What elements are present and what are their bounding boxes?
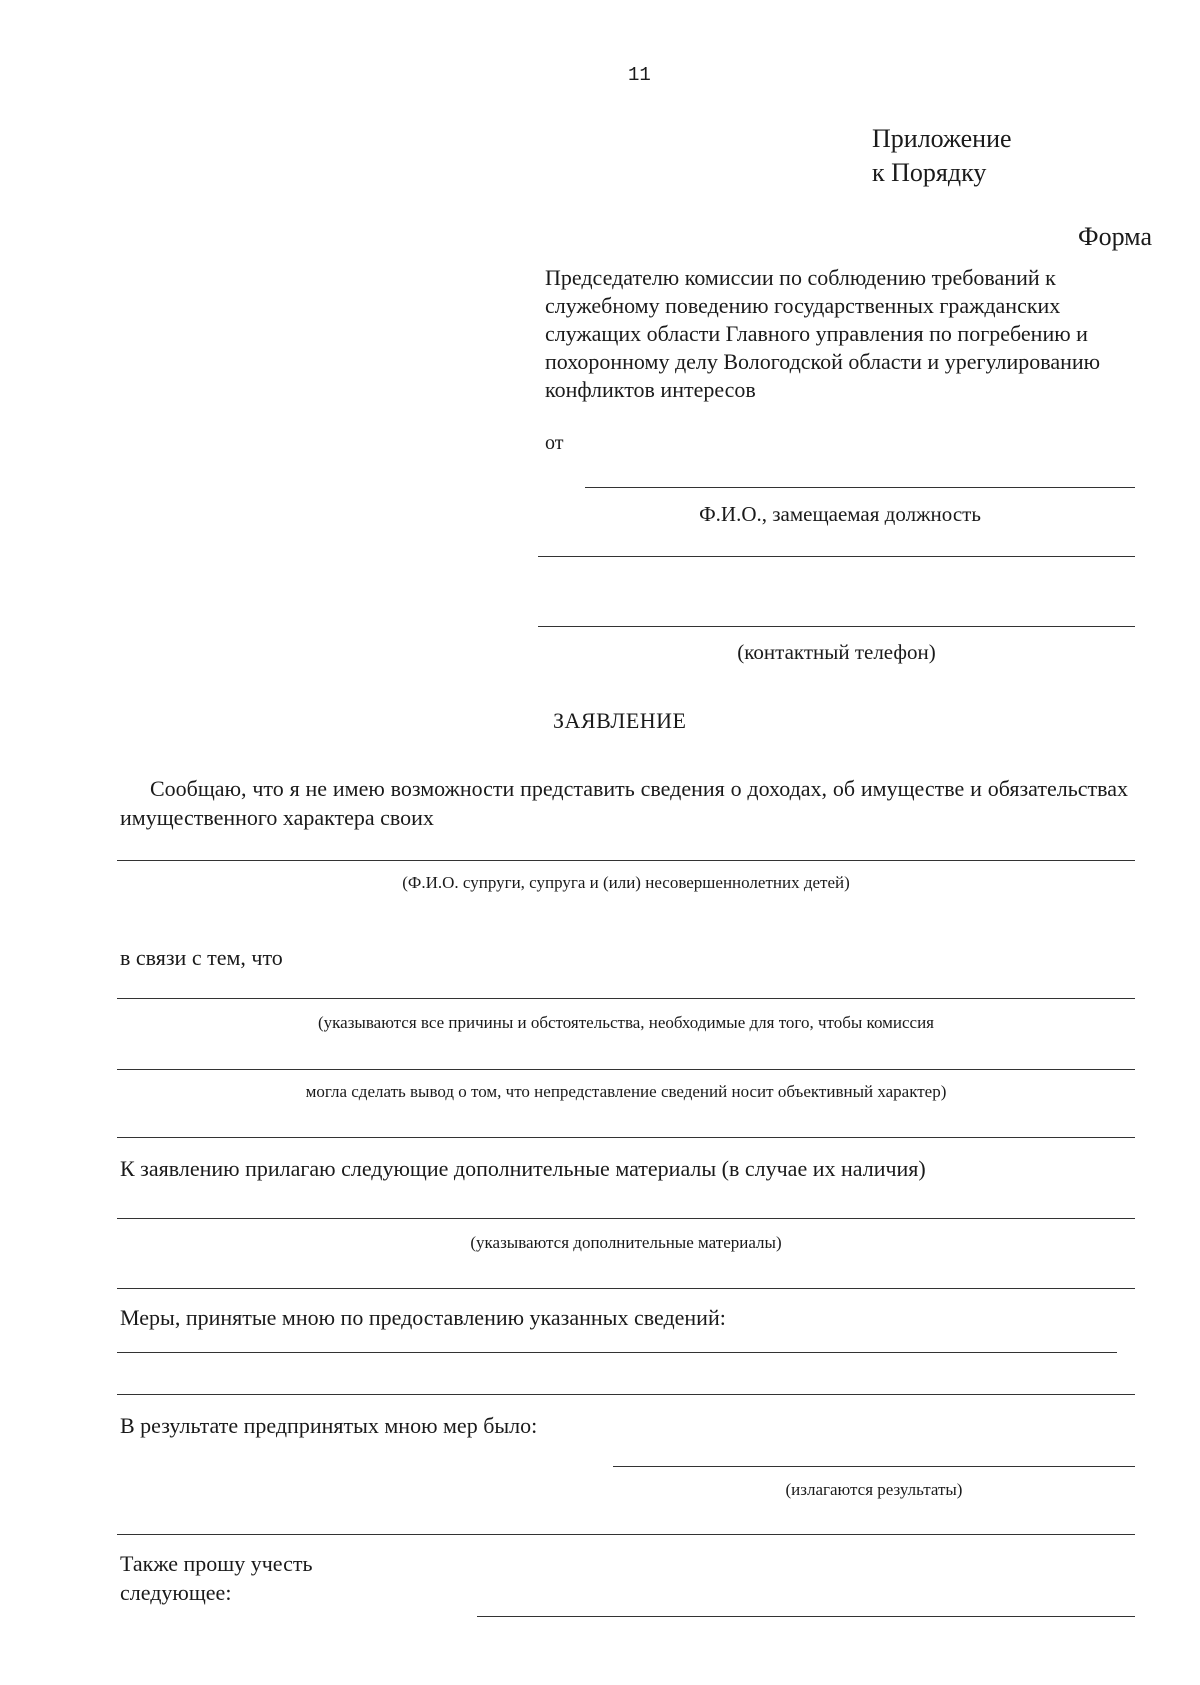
appendix-line-2: к Порядку — [872, 158, 987, 187]
spouse-caption: (Ф.И.О. супруги, супруга и (или) несовершеннолетних детей) — [402, 873, 850, 892]
measures-line-1[interactable] — [117, 1352, 1117, 1353]
results-label: В результате предпринятых мною мер было: — [120, 1413, 538, 1438]
reason-caption-2: могла сделать вывод о том, что непредставление сведений носит объективный характер) — [305, 1082, 947, 1101]
attachments-line-2[interactable] — [117, 1288, 1135, 1289]
reason-line-2[interactable] — [117, 1069, 1135, 1070]
reason-line-3[interactable] — [117, 1137, 1135, 1138]
attachments-line-1[interactable] — [117, 1218, 1135, 1219]
also-label-line-1: Также прошу учесть — [120, 1551, 313, 1576]
document-title: ЗАЯВЛЕНИЕ — [553, 708, 687, 733]
results-line-1[interactable] — [613, 1466, 1135, 1467]
results-caption: (излагаются результаты) — [785, 1480, 963, 1499]
attachments-caption: (указываются дополнительные материалы) — [470, 1233, 782, 1252]
reason-label: в связи с тем, что — [120, 945, 283, 970]
reason-caption-1: (указываются все причины и обстоятельства, необходимые для того, чтобы комиссия — [318, 1013, 934, 1032]
results-line-2[interactable] — [117, 1534, 1135, 1535]
measures-line-2[interactable] — [117, 1394, 1135, 1395]
fio-caption: Ф.И.О., замещаемая должность — [699, 502, 981, 526]
measures-label: Меры, принятые мною по предоставлению указанных сведений: — [120, 1305, 726, 1330]
also-line[interactable] — [477, 1616, 1135, 1617]
applicant-position-line[interactable] — [538, 556, 1135, 557]
attachments-label: К заявлению прилагаю следующие дополнительные материалы (в случае их наличия) — [120, 1156, 926, 1181]
appendix-line-1: Приложение — [872, 124, 1012, 153]
appendix-heading — [872, 122, 1012, 190]
also-label-line-2: следующее: — [120, 1580, 232, 1605]
applicant-name-line[interactable] — [585, 487, 1135, 488]
statement-paragraph: Сообщаю, что я не имею возможности представить сведения о доходах, об имуществе и обязательствах имущественного характера своих — [120, 776, 1128, 830]
reason-line-1[interactable] — [117, 998, 1135, 999]
phone-line[interactable] — [538, 626, 1135, 627]
spouse-name-line[interactable] — [117, 860, 1135, 861]
phone-caption: (контактный телефон) — [737, 640, 936, 664]
page-number: 11 — [628, 64, 651, 86]
addressee-block: Председателю комиссии по соблюдению требований к служебному поведению государственных гражданских служащих области Главного управления по погребению и похоронному делу Вологодской области и урегулированию конфликтов интересов — [545, 265, 1101, 402]
from-label: от — [545, 432, 564, 454]
form-label: Форма — [1078, 222, 1152, 251]
also-label — [120, 1549, 313, 1607]
